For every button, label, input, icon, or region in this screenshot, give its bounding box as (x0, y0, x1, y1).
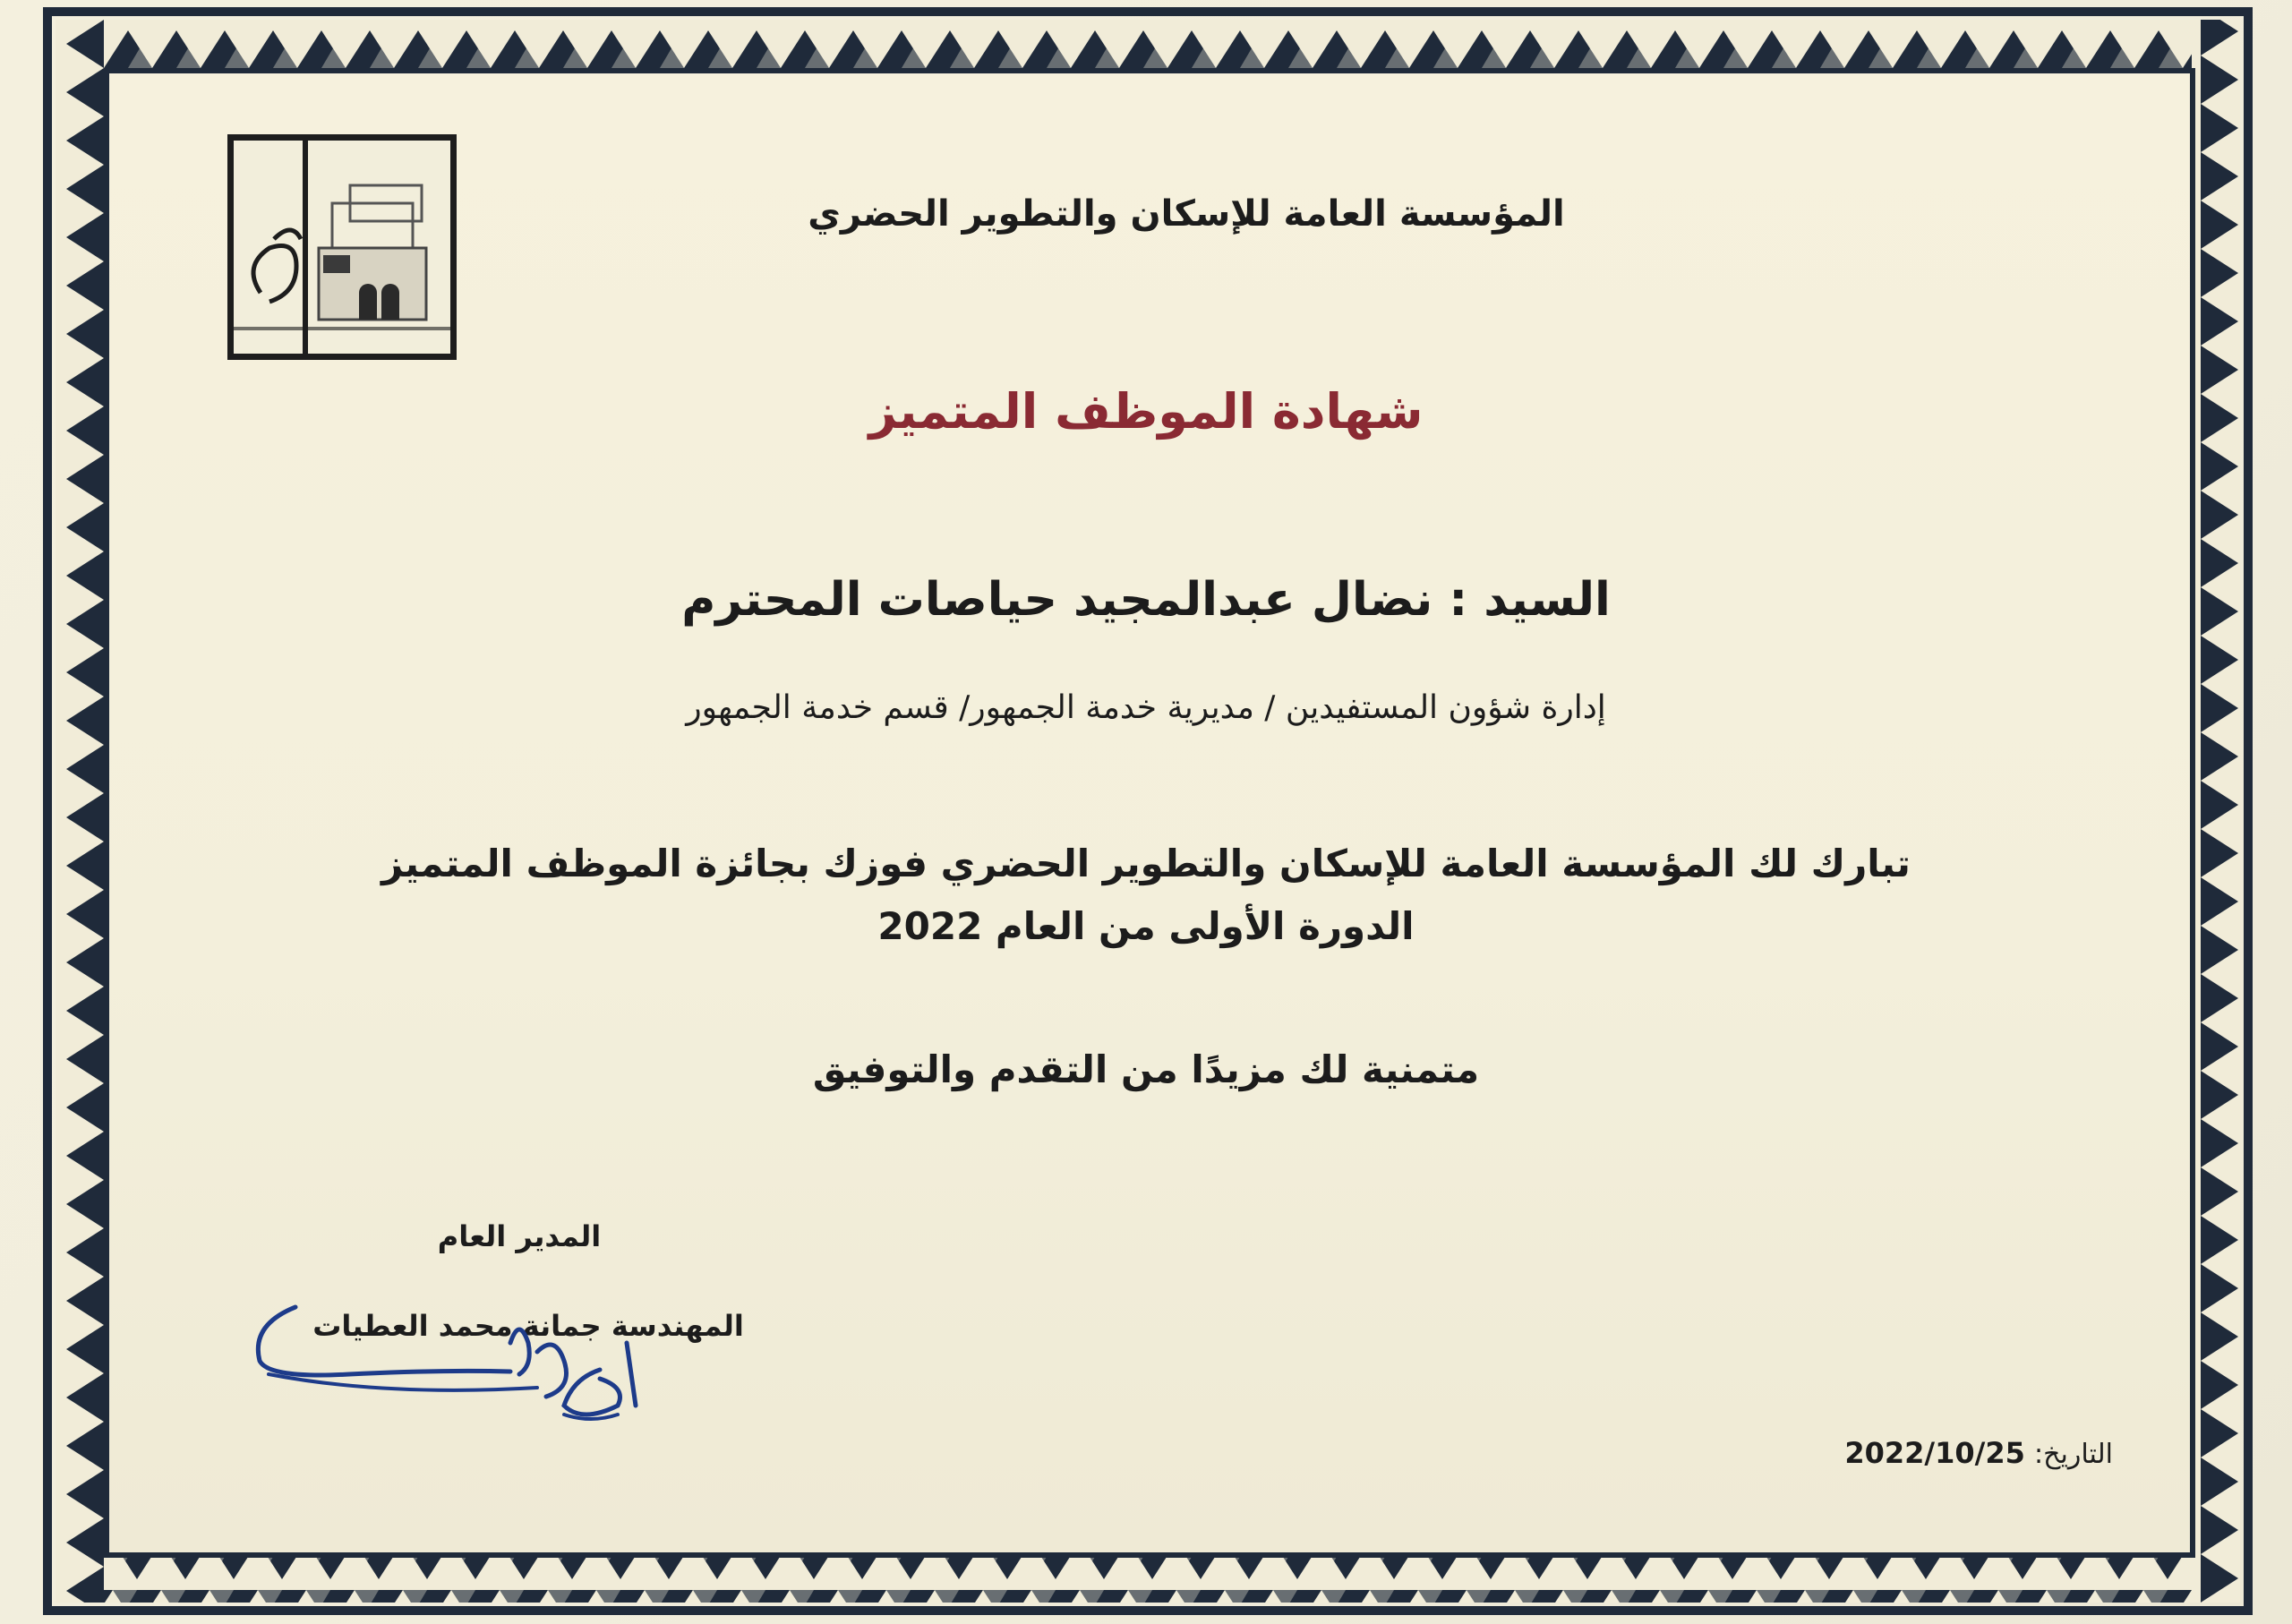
issue-date (1791, 1436, 2113, 1470)
certificate-title: شهادة الموظف المتميز (868, 383, 1424, 440)
date-label: التاريخ: (2034, 1439, 2113, 1470)
housing-corporation-logo-icon (227, 134, 457, 360)
handwritten-signature-icon (242, 1289, 707, 1450)
organization-name: المؤسسة العامة للإسكان والتطوير الحضري (808, 193, 1565, 235)
recipient-department: إدارة شؤون المستفيدين / مديرية خدمة الجمهور/ قسم خدمة الجمهور (686, 689, 1606, 726)
closing-wish: متمنية لك مزيدًا من التقدم والتوفيق (812, 1047, 1480, 1091)
recipient-name: السيد : نضال عبدالمجيد حياصات المحترم (681, 573, 1611, 627)
date-value: 2022/10/25 (1844, 1436, 2025, 1470)
signatory-title: المدير العام (437, 1219, 602, 1253)
award-text-line-1: تبارك لك المؤسسة العامة للإسكان والتطوير الحضري فوزك بجائزة الموظف المتميز (381, 842, 1911, 885)
award-text-line-2: الدورة الأولى من العام 2022 (877, 904, 1415, 948)
signatory-name: المهندسة جمانة محمد العطيات (312, 1309, 744, 1343)
